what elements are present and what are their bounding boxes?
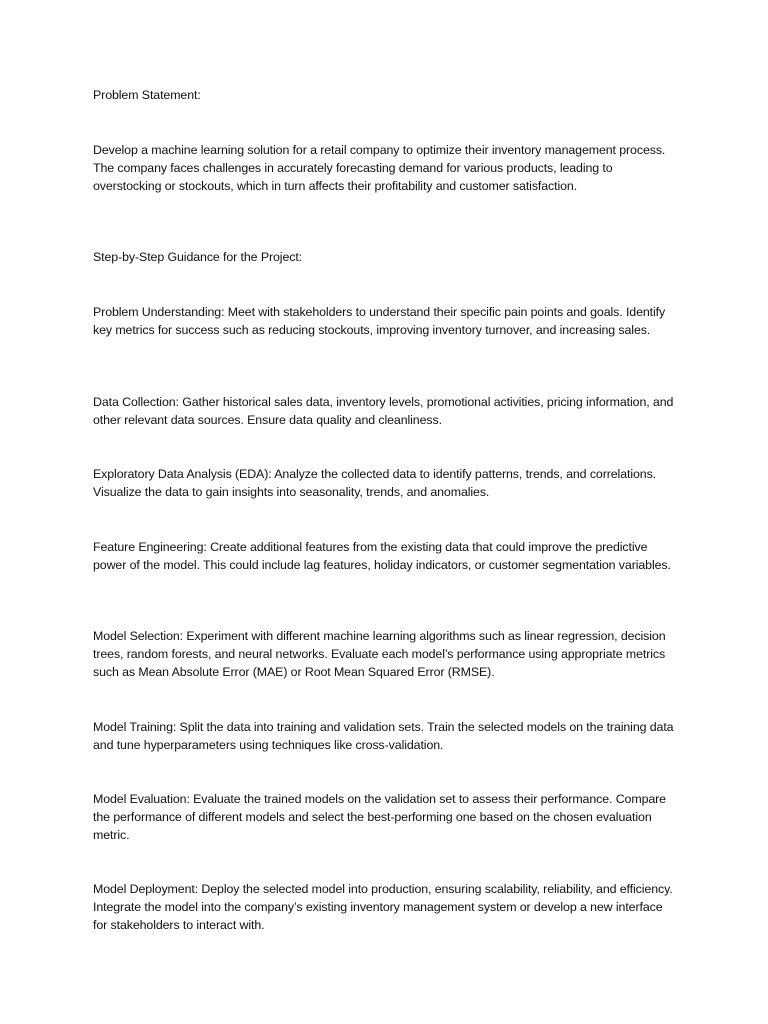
step-model-selection: Model Selection: Experiment with different machine learning algorithms such as linear regression, decision trees, random forests, and neural networks. Evaluate each model’s performance using appropriate metrics such as Mean Absolute Error (MAE) or Root Mean Squared Error (RMSE).: [93, 629, 666, 679]
step-model-evaluation: Model Evaluation: Evaluate the trained models on the validation set to assess their performance. Compare the performance of different models and select the best-performing one based on the chosen evaluation metric.: [93, 792, 666, 842]
problem-statement-heading: Problem Statement:: [93, 88, 201, 102]
step-problem-understanding: Problem Understanding: Meet with stakeholders to understand their specific pain points and goals. Identify key metrics for success such as reducing stockouts, improving inventory turnover, and increasing sales.: [93, 305, 666, 337]
step-data-collection: Data Collection: Gather historical sales data, inventory levels, promotional activities, pricing information, and other relevant data sources. Ensure data quality and cleanliness.: [93, 395, 674, 427]
problem-statement-body: Develop a machine learning solution for a retail company to optimize their inventory management process. The company faces challenges in accurately forecasting demand for various products, leading to overstocking or stockouts, which in turn affects their profitability and customer satisfaction.: [93, 143, 666, 193]
step-feature-engineering: Feature Engineering: Create additional features from the existing data that could improve the predictive power of the model. This could include lag features, holiday indicators, or customer segmentation variables.: [93, 540, 671, 572]
step-model-training: Model Training: Split the data into training and validation sets. Train the selected models on the training data and tune hyperparameters using techniques like cross-validation.: [93, 720, 674, 752]
step-model-deployment: Model Deployment: Deploy the selected model into production, ensuring scalability, reliability, and efficiency. Integrate the model into the company’s existing inventory management system or develop a new interface for stakeholders to interact with.: [93, 882, 673, 932]
step-eda: Exploratory Data Analysis (EDA): Analyze the collected data to identify patterns, trends, and correlations. Visualize the data to gain insights into seasonality, trends, and anomalies.: [93, 467, 657, 499]
guidance-heading: Step-by-Step Guidance for the Project:: [93, 250, 303, 264]
